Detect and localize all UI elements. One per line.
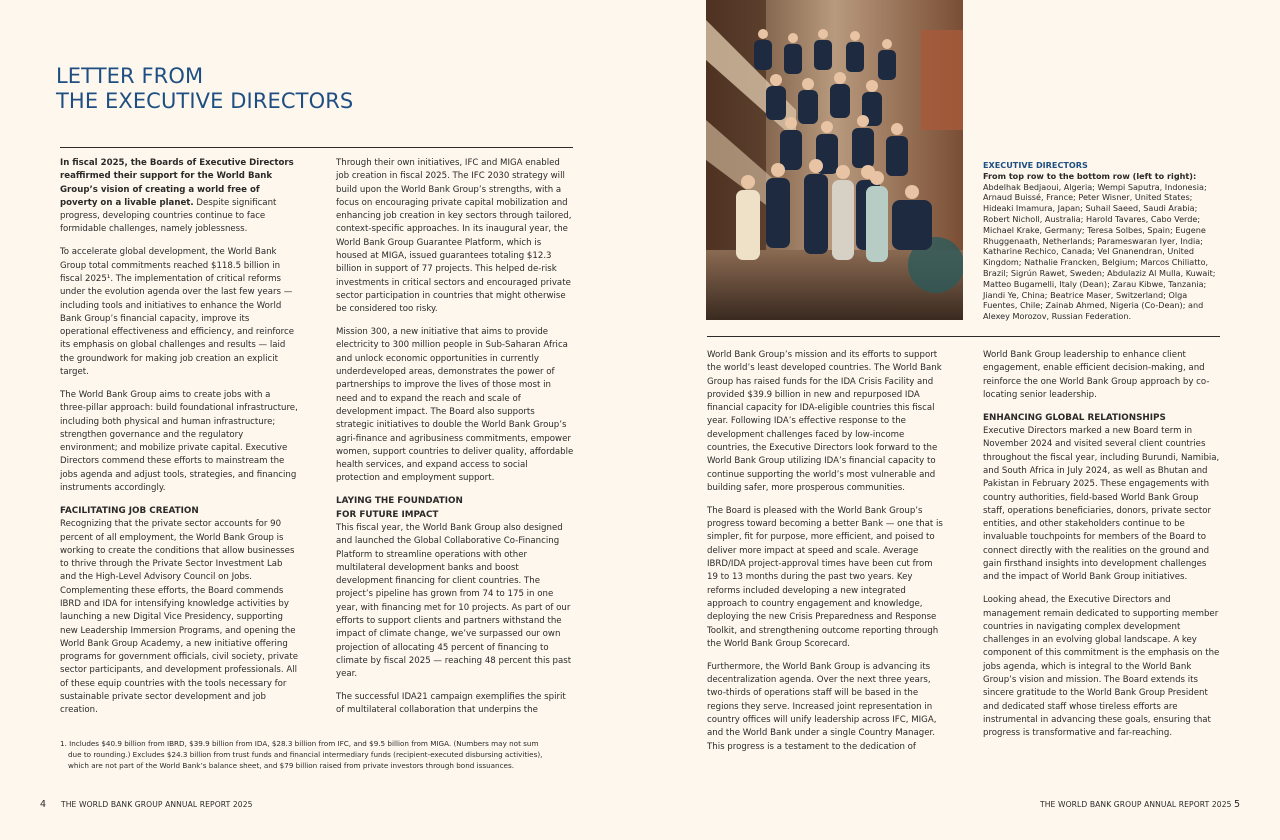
section-heading-line-1: LAYING THE FOUNDATION <box>336 496 463 507</box>
paragraph: World Bank Group’s mission and its efforts to support the world’s least developed countries. The World Bank Group has raised funds for the IDA Crisis Facility and provided $39.9 billion in new and repurposed IDA financial capacity for IDA-eligible countries this fiscal year. Following IDA’s effective response to the development challenges faced by low-income countries, the Executive Directors look forward to the World Bank Group utilizing IDA’s financial capacity to continue supporting the world’s most vulnerable and building safer, more prosperous communities. <box>707 350 942 493</box>
right-top-divider <box>707 336 1220 337</box>
caption-names: Abdelhak Bedjaoui, Algeria; Wempi Saputra, Indonesia; Arnaud Buissé, France; Peter Wisner, United States; Hideaki Imamura, Japan; Suhail Saeed, Saudi Arabia; Robert Nicholl, Australia; Harold Tavares, Cabo Verde; Michael Krake, Germany; Teresa Solbes, Spain; Eugene Rhuggenaath, Netherlands; Parameswaran Iyer, India; Katharine Rechico, Canada; Vel Gnanendran, United Kingdom; Nathalie Francken, Belgium; Marcos Chiliatto, Brazil; Sigrún Rawet, Sweden; Abdulaziz Al Mulla, Kuwait; Matteo Bugamelli, Italy (Dean); Zarau Kibwe, Tanzania; Jiandi Ye, China; Beatrice Maser, Switzerland; Olga Fuentes, Chile; Zainab Ahmed, Nigeria (Co-Dean); and Alexey Morozov, Russian Federation. <box>983 181 1216 322</box>
footnote <box>60 738 580 771</box>
column-3 <box>707 349 945 763</box>
section-heading: FACILITATING JOB CREATION <box>60 505 199 516</box>
left-top-divider <box>60 147 573 148</box>
footnote-line-1: 1. Includes $40.9 billion from IBRD, $39.9 billion from IDA, $28.3 billion from IFC, and $9.5 billion from MIGA. (Numbers may not sum <box>60 739 539 748</box>
group-photo <box>706 0 963 320</box>
footnote-line-3: which are not part of the World Bank’s balance sheet, and $79 billion raised from private investors through bond issuances. <box>68 761 515 770</box>
column-4 <box>983 349 1221 750</box>
paragraph: Looking ahead, the Executive Directors and management remain dedicated to supporting member countries in navigating complex development challenges in an evolving global landscape. A key component of this commitment is the emphasis on the jobs agenda, which is integral to the World Bank Group’s vision and mission. The Board extends its sincere gratitude to the World Bank Group President and dedicated staff whose tireless efforts are instrumental in advancing these goals, ensuring that progress is transformative and far-reaching. <box>983 595 1220 739</box>
paragraph: The successful IDA21 campaign exemplifies the spirit of multilateral collaboration that underpins the <box>336 692 566 716</box>
paragraph: This fiscal year, the World Bank Group also designed and launched the Global Collaborative Co-Financing Platform to streamline operations with other multilateral development banks and boost development financing for client countries. The project’s pipeline has grown from 74 to 175 in one year, with financing met for 10 projects. As part of our efforts to support clients and partners withstand the impact of climate change, we’ve surpassed our own projection of allocating 45 percent of financing to climate by fiscal 2025 — reaching 48 percent this past year. <box>336 522 572 680</box>
running-footer-right: THE WORLD BANK GROUP ANNUAL REPORT 2025 <box>1040 800 1232 809</box>
group-photo-illustration <box>706 0 963 320</box>
title-line-1: LETTER FROM <box>56 64 204 88</box>
section-heading: ENHANCING GLOBAL RELATIONSHIPS <box>983 412 1166 423</box>
caption-title: EXECUTIVE DIRECTORS <box>983 160 1088 170</box>
paragraph: Through their own initiatives, IFC and MIGA enabled job creation in fiscal 2025. The IFC 2030 strategy will build upon the World Bank Group’s strengths, with a focus on encouraging private capital mobilization and enhancing job creation in key sectors through tailored, context-specific approaches. In its inaugural year, the World Bank Group Guarantee Platform, which is housed at MIGA, issued guarantees totaling $12.3 billion in support of 77 projects. This helped de-risk investments in critical sectors and encouraged private sector participation in countries that might otherwise be considered too risky. <box>336 158 572 315</box>
column-2 <box>336 157 574 727</box>
intro-bold: In fiscal 2025, the Boards of Executive Directors reaffirmed their support for the World Bank Group’s vision of creating a world free of poverty on a livable planet. <box>60 158 294 208</box>
caption-subtitle: From top row to the bottom row (left to right): <box>983 170 1197 181</box>
footnote-line-2: due to rounding.) Excludes $24.3 billion from trust funds and financial intermediary funds (recipient-executed disbursing activities), <box>68 750 543 759</box>
paragraph: Recognizing that the private sector accounts for 90 percent of all employment, the World Bank Group is working to create the conditions that allow businesses to thrive through the Private Sector Investment Lab and the High-Level Advisory Council on Jobs. Complementing these efforts, the Board commends IBRD and IDA for intensifying knowledge activities by launching a new Digital Vice Presidency, supporting new Leadership Immersion Programs, and opening the World Bank Group Academy, a new initiative offering programs for government officials, civil society, private sector participants, and development professionals. All of these equip countries with the tools necessary for sustainable private sector development and job creation. <box>60 519 298 716</box>
title-line-2: THE EXECUTIVE DIRECTORS <box>56 89 354 113</box>
intro-rest: Despite significant progress, developing countries continue to face formidable challenges, namely joblessness. <box>60 197 277 235</box>
column-1 <box>60 157 298 727</box>
paragraph: The World Bank Group aims to create jobs with a three-pillar approach: build foundational infrastructure, including both physical and human infrastructure; strengthen governance and the regulatory environment; and mobilize private capital. Executive Directors commend these efforts to mainstream the jobs agenda and adjust tools, strategies, and financing instruments accordingly. <box>60 389 298 494</box>
paragraph: The Board is pleased with the World Bank Group’s progress toward becoming a better Bank — one that is simpler, fit for purpose, more efficient, and poised to deliver more impact at speed and scale. Average IBRD/IDA project-approval times have been cut from 19 to 13 months during the past two years. Key reforms included developing a new integrated approach to country engagement and knowledge, deploying the new Crisis Preparedness and Response Toolkit, and strengthening outcome reporting through the World Bank Group Scorecard. <box>707 505 943 649</box>
paragraph: Executive Directors marked a new Board term in November 2024 and visited several client countries throughout the fiscal year, including Burundi, Namibia, and South Africa in July 2024, as well as Bhutan and Pakistan in February 2025. These engagements with country authorities, field-based World Bank Group staff, operations beneficiaries, donors, private sector entities, and other stakeholders continue to be invaluable touchpoints for members of the Board to connect directly with the realities on the ground and gain firsthand insights into development challenges and the impact of World Bank Group initiatives. <box>983 426 1220 583</box>
photo-caption <box>983 160 1219 322</box>
page-number-right: 5 <box>1234 799 1241 810</box>
paragraph: To accelerate global development, the World Bank Group total commitments reached $118.5 billion in fiscal 2025¹. The implementation of critical reforms under the evolution agenda over the last few years — including tools and initiatives to enhance the World Bank Group’s financial capacity, improve its operational effectiveness and efficiency, and reinforce its emphasis on global challenges and results — laid the groundwork for making job creation an explicit target. <box>60 247 295 378</box>
section-heading-line-2: FOR FUTURE IMPACT <box>336 509 439 520</box>
page-title <box>56 64 476 114</box>
paragraph: Furthermore, the World Bank Group is advancing its decentralization agenda. Over the next three years, two-thirds of operations staff will be based in the regions they serve. Increased joint representation in country offices will unify leadership across IFC, MIGA, and the World Bank under a single Country Manager. This progress is a testament to the dedication of <box>707 661 937 752</box>
intro-paragraph <box>60 157 298 237</box>
page-number-left: 4 <box>40 799 47 810</box>
paragraph: World Bank Group leadership to enhance client engagement, enable efficient decision-making, and reinforce the one World Bank Group approach by co-locating senior leadership. <box>983 350 1210 400</box>
paragraph: Mission 300, a new initiative that aims to provide electricity to 300 million people in Sub-Saharan Africa and unlock economic opportunities in currently underdeveloped areas, demonstrates the power of partnerships to improve the lives of those most in need and to expand the reach and scale of development impact. The Board also supports strategic initiatives to double the World Bank Group’s agri-finance and agribusiness commitments, empower women, support countries to deliver quality, affordable health services, and expand access to social protection and employment support. <box>336 327 574 484</box>
running-footer-left: THE WORLD BANK GROUP ANNUAL REPORT 2025 <box>61 800 253 809</box>
